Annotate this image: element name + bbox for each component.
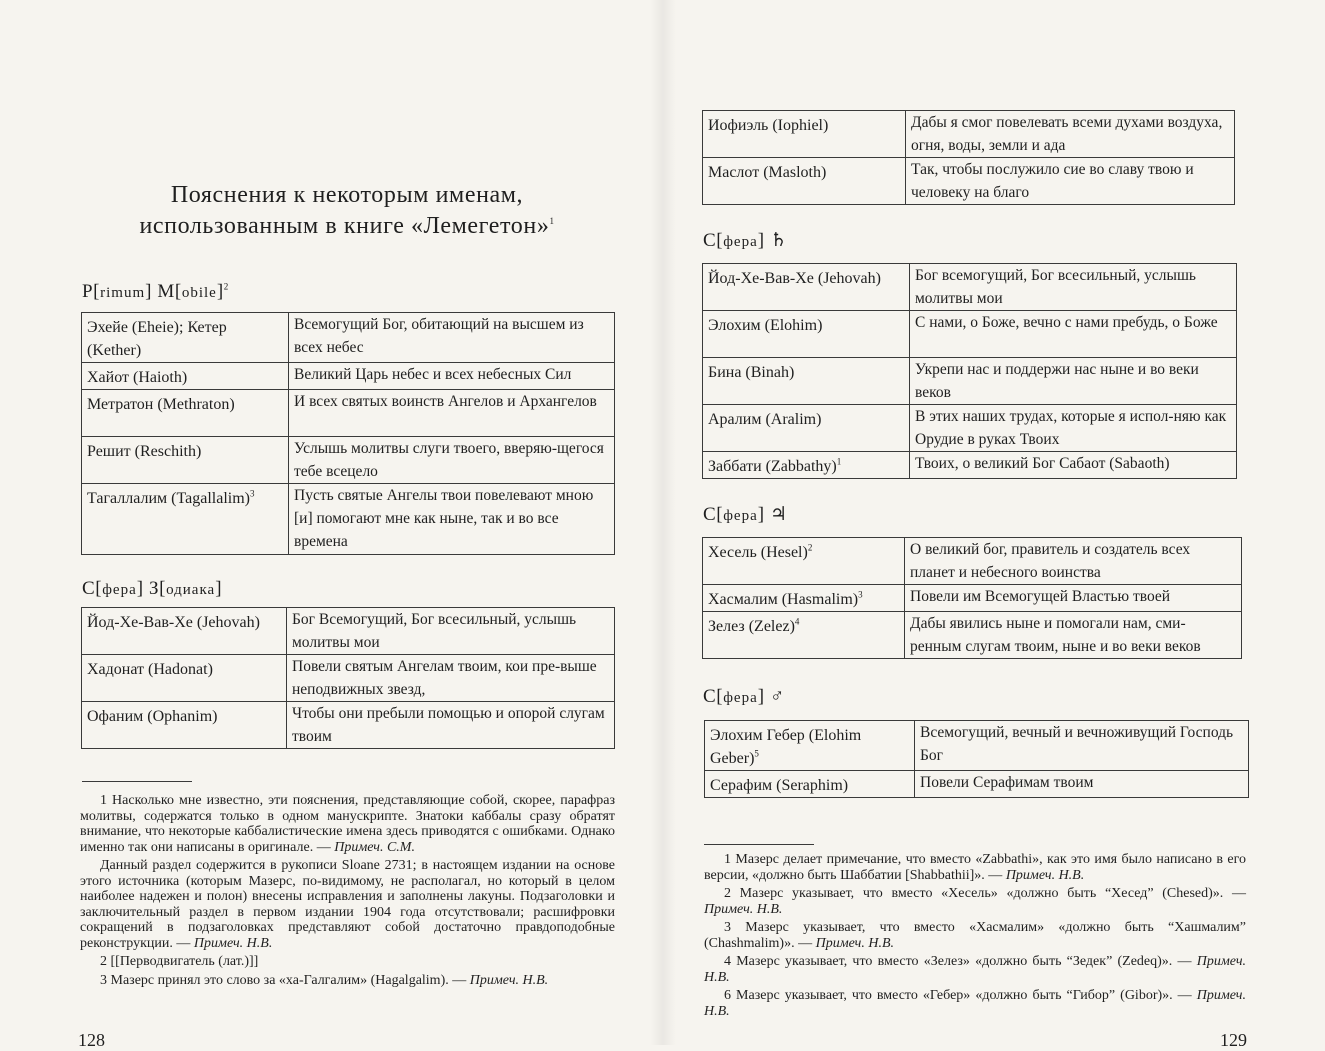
name-text: Зелез (Zelez) bbox=[708, 618, 795, 635]
footnote-ref: 2 bbox=[807, 542, 813, 553]
table-row bbox=[82, 608, 615, 655]
heading-part: фера bbox=[723, 234, 758, 250]
footnote-2 bbox=[704, 886, 1246, 917]
name-text: Тагаллалим (Tagallalim) bbox=[87, 490, 251, 507]
name-cell bbox=[703, 538, 905, 585]
footnote-ref: 4 bbox=[794, 616, 800, 627]
heading-part: фера bbox=[723, 690, 758, 706]
heading-part: фера bbox=[102, 582, 137, 598]
page-number: 129 bbox=[1220, 1030, 1247, 1050]
heading-part: С[ bbox=[703, 504, 724, 525]
table-row bbox=[703, 158, 1235, 205]
name-cell bbox=[82, 484, 289, 555]
footnote-ref: 3 bbox=[858, 589, 863, 600]
name-cell bbox=[703, 264, 910, 311]
title-footnote-ref: 1 bbox=[549, 216, 555, 226]
name-cell bbox=[703, 111, 906, 158]
footnote-2: 2 [[Перводвигатель (лат.)]] bbox=[100, 954, 259, 969]
heading-footnote-ref: 2 bbox=[223, 281, 229, 292]
footnotes-left bbox=[80, 793, 615, 991]
names-table-primum-mobile bbox=[81, 312, 615, 555]
heading-part: P[ bbox=[82, 281, 101, 302]
footnote-signature: Примеч. Н.В. bbox=[704, 954, 1247, 985]
footnote-4 bbox=[704, 954, 1246, 985]
prayer-cell: Так, чтобы послужило сие во славу твою и человеку на благо bbox=[906, 158, 1235, 205]
section-heading-sphere-mars bbox=[703, 686, 785, 708]
heading-part: ] З[ bbox=[136, 578, 167, 599]
name-text: Метратон (Methraton) bbox=[87, 396, 235, 413]
footnote-text: 1 Мазерс делает примечание, что вместо «Zabbathi», как это имя было написано в его версии, «должно быть Шаббатии [Shabbathii]». — bbox=[704, 852, 1246, 883]
heading-part: obile bbox=[181, 285, 217, 301]
heading-part: ] bbox=[215, 578, 223, 599]
name-cell bbox=[703, 311, 910, 358]
prayer-cell: Повели им Всемогущей Властью твоей bbox=[905, 585, 1242, 612]
prayer-cell: Повели Серафимам твоим bbox=[915, 771, 1249, 798]
name-text: Хасмалим (Hasmalim) bbox=[708, 591, 859, 608]
names-table-sphere-saturn bbox=[702, 263, 1237, 479]
name-cell bbox=[82, 655, 287, 702]
mars-symbol: ] ♂ bbox=[757, 686, 785, 707]
name-text: Эхейе (Eheie); Кетер (Kether) bbox=[87, 319, 227, 359]
name-text: Бина (Binah) bbox=[708, 364, 795, 381]
prayer-cell: Великий Царь небес и всех небесных Сил bbox=[289, 363, 615, 390]
table-row bbox=[82, 437, 615, 484]
name-cell bbox=[703, 158, 906, 205]
name-text: Йод-Хе-Вав-Хе (Jehovah) bbox=[87, 614, 260, 631]
name-text: Элохим (Elohim) bbox=[708, 317, 823, 334]
footnote-rule bbox=[82, 781, 192, 782]
name-cell bbox=[705, 721, 915, 771]
section-heading-sphere-jupiter bbox=[703, 503, 788, 526]
table-row bbox=[705, 721, 1249, 771]
table-row bbox=[703, 538, 1242, 585]
prayer-cell: В этих наших трудах, которые я испол-няю как Орудие в руках Твоих bbox=[910, 405, 1237, 452]
name-cell bbox=[703, 405, 910, 452]
section-heading-zodiac bbox=[82, 578, 222, 600]
footnotes-right bbox=[704, 852, 1246, 1022]
table-row bbox=[82, 702, 615, 749]
title-line-2 bbox=[82, 211, 612, 242]
footnote-signature: Примеч. С.М. bbox=[334, 839, 415, 855]
prayer-cell: О великий бог, правитель и создатель всех планет и небесного воинства bbox=[905, 538, 1242, 585]
table-row bbox=[82, 484, 615, 555]
prayer-cell: Дабы явились ныне и помогали нам, сми-ренным слугам твоим, ныне и во веки веков bbox=[905, 612, 1242, 659]
footnote-rule bbox=[704, 844, 814, 845]
footnote-signature: Примеч. Н.В. bbox=[704, 988, 1246, 1019]
name-cell bbox=[703, 358, 910, 405]
names-table-continued bbox=[702, 110, 1235, 205]
name-cell bbox=[703, 585, 905, 612]
footnote-1b bbox=[80, 858, 615, 951]
prayer-cell: Твоих, о великий Бог Сабаот (Sabaoth) bbox=[910, 452, 1237, 479]
name-text: Хадонат (Hadonat) bbox=[87, 661, 213, 678]
name-cell bbox=[705, 771, 915, 798]
table-row bbox=[703, 358, 1237, 405]
name-text: Хесель (Hesel) bbox=[708, 544, 808, 561]
name-text: Иофиэль (Iophiel) bbox=[708, 117, 829, 134]
footnote-1 bbox=[80, 793, 615, 855]
footnote-3 bbox=[80, 973, 615, 989]
name-text: Решит (Reschith) bbox=[87, 443, 202, 460]
footnote-ref: 1 bbox=[836, 456, 842, 467]
heading-part: ] M[ bbox=[145, 281, 182, 302]
footnote-signature: Примеч. Н.В. bbox=[193, 935, 273, 951]
footnote-signature: Примеч. Н.В. bbox=[469, 972, 549, 988]
prayer-cell: С нами, о Боже, вечно с нами пребудь, о Боже bbox=[910, 311, 1237, 358]
name-cell bbox=[82, 608, 287, 655]
names-table-zodiac bbox=[81, 607, 615, 749]
footnote-text: 3 Мазерс указывает, что вместо «Хасмалим» «должно быть “Хашмалим” (Chashmalim)». — bbox=[704, 920, 1246, 951]
footnote-text: 3 Мазерс принял это слово за «ха-Галгалим» (Hagalgalim). — bbox=[100, 972, 467, 988]
name-text: Серафим (Seraphim) bbox=[710, 777, 849, 794]
footnote-signature: Примеч. Н.В. bbox=[704, 901, 783, 917]
table-row bbox=[82, 390, 615, 437]
name-text: Хайот (Haioth) bbox=[87, 369, 188, 386]
heading-part: С[ bbox=[703, 230, 724, 251]
prayer-cell: Пусть святые Ангелы твои повелевают мною [и] помогают мне как ныне, так и во все времена bbox=[289, 484, 615, 555]
footnote-signature: Примеч. Н.В. bbox=[1005, 867, 1085, 883]
name-text: Йод-Хе-Вав-Хе (Jehovah) bbox=[708, 270, 881, 287]
footnote-6 bbox=[704, 988, 1246, 1019]
name-text: Маслот (Masloth) bbox=[708, 164, 827, 181]
footnote-text: Данный раздел содержится в рукописи Sloane 2731; в настоящем издании на основе этого источника (которым Мазерс, по-видимому, не располагал, но который в целом наиболее надежен и полон) внесены исправления и заполнены лакуны. Подзаголовки и заключительный раздел в первом издании 1904 года отсутствовали; расшифровки сокращений в подзаголовках представляют собой достаточно правдоподобные реконструкции. — bbox=[80, 858, 615, 951]
heading-part: С[ bbox=[703, 686, 724, 707]
table-row bbox=[703, 585, 1242, 612]
footnote-ref: 3 bbox=[250, 488, 255, 499]
name-cell bbox=[82, 363, 289, 390]
table-row bbox=[703, 311, 1237, 358]
prayer-cell: Укрепи нас и поддержи нас ныне и во веки веков bbox=[910, 358, 1237, 405]
name-cell bbox=[703, 612, 905, 659]
prayer-cell: Бог Всемогущий, Бог всесильный, услышь молитвы мои bbox=[287, 608, 615, 655]
title-line-1: Пояснения к некоторым именам, bbox=[170, 182, 524, 208]
left-page bbox=[0, 0, 662, 1050]
section-heading-sphere-saturn bbox=[703, 229, 788, 252]
footnote-1 bbox=[704, 852, 1246, 883]
table-row bbox=[82, 363, 615, 390]
footnote-text: 1 Насколько мне известно, эти пояснения, представляющие собой, скорее, парафраз молитвы, содержатся только в одном манускрипте. Знатоки каббалы сразу обратят внимание, что некоторые каббалистические имена здесь приводятся с ошибками. Однако именно так они написаны в оригинале. — bbox=[80, 793, 615, 855]
prayer-cell: Чтобы они пребыли помощью и опорой слугам твоим bbox=[287, 702, 615, 749]
page-title bbox=[82, 180, 612, 242]
footnote-text: 6 Мазерс указывает, что вместо «Гебер» «должно быть “Гибор” (Gibor)». — bbox=[724, 988, 1192, 1003]
heading-part: фера bbox=[723, 508, 758, 524]
jupiter-symbol: ] ♃ bbox=[757, 504, 788, 525]
heading-part: rimum bbox=[100, 285, 146, 301]
heading-part: С[ bbox=[82, 578, 103, 599]
prayer-cell: Всемогущий, вечный и вечноживущий Господь Бог bbox=[915, 721, 1249, 771]
names-table-sphere-jupiter bbox=[702, 537, 1242, 659]
table-row bbox=[703, 612, 1242, 659]
names-table-sphere-mars bbox=[704, 720, 1249, 798]
footnote-signature: Примеч. Н.В. bbox=[815, 935, 895, 951]
prayer-cell: И всех святых воинств Ангелов и Архангелов bbox=[289, 390, 615, 437]
footnote-ref: 5 bbox=[754, 748, 759, 759]
heading-part: одиака bbox=[166, 582, 216, 598]
prayer-cell: Повели святым Ангелам твоим, кои пре-выше неподвижных звезд, bbox=[287, 655, 615, 702]
name-cell bbox=[703, 452, 910, 479]
table-row bbox=[705, 771, 1249, 798]
section-heading-primum-mobile bbox=[82, 281, 229, 303]
heading-part: ] bbox=[216, 281, 224, 302]
footnote-text: 2 Мазерс указывает, что вместо «Хесель» «должно быть “Хесед” (Chesed)». — bbox=[724, 886, 1246, 901]
prayer-cell: Всемогущий Бог, обитающий на высшем из всех небес bbox=[289, 313, 615, 363]
name-text: Элохим Гебер (Elohim Geber) bbox=[710, 727, 862, 767]
prayer-cell: Бог всемогущий, Бог всесильный, услышь молитвы мои bbox=[910, 264, 1237, 311]
table-row bbox=[82, 655, 615, 702]
table-row bbox=[82, 313, 615, 363]
name-text: Заббати (Zabbathy) bbox=[708, 458, 837, 475]
table-row bbox=[703, 111, 1235, 158]
name-cell bbox=[82, 437, 289, 484]
name-cell bbox=[82, 390, 289, 437]
table-row bbox=[703, 452, 1237, 479]
right-page bbox=[662, 0, 1325, 1050]
page-number: 128 bbox=[78, 1030, 105, 1050]
name-text: Аралим (Aralim) bbox=[708, 411, 822, 428]
saturn-symbol: ] ♄ bbox=[757, 230, 788, 251]
table-row bbox=[703, 264, 1237, 311]
table-row bbox=[703, 405, 1237, 452]
prayer-cell: Услышь молитвы слуги твоего, вверяю-щегося тебе всецело bbox=[289, 437, 615, 484]
footnote-3 bbox=[704, 920, 1246, 951]
name-cell bbox=[82, 702, 287, 749]
name-text: Офаним (Ophanim) bbox=[87, 708, 218, 725]
prayer-cell: Дабы я смог повелевать всеми духами воздуха, огня, воды, земли и ада bbox=[906, 111, 1235, 158]
title-line-2-text: использованным в книге «Лемегетон» bbox=[139, 213, 550, 239]
name-cell bbox=[82, 313, 289, 363]
footnote-text: 4 Мазерс указывает, что вместо «Зелез» «должно быть “Зедек” (Zedeq)». — bbox=[724, 954, 1192, 969]
